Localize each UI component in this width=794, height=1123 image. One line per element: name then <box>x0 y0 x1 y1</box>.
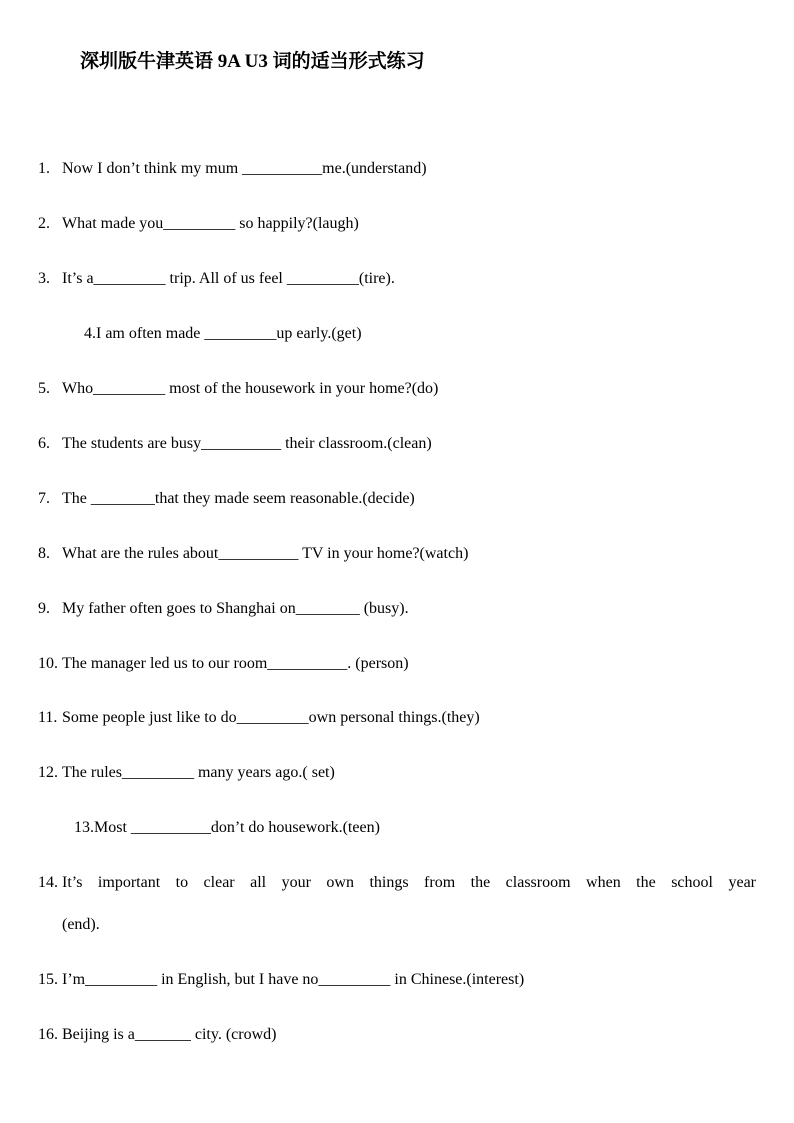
question-text: The manager led us to our room__________. (person) <box>62 655 409 672</box>
question-14-continuation <box>62 915 100 935</box>
question-text: It’s a_________ trip. All of us feel _________(tire). <box>62 270 395 287</box>
question-5 <box>38 379 438 399</box>
question-number: 1. <box>38 160 50 177</box>
question-text: I’m_________ in English, but I have no_________ in Chinese.(interest) <box>62 971 525 988</box>
question-number: 12. <box>38 764 58 781</box>
question-9 <box>38 599 409 619</box>
question-3 <box>38 269 395 289</box>
question-text: It’s important to clear all your own things from the classroom when the school year <box>62 874 756 891</box>
question-text: The students are busy__________ their classroom.(clean) <box>62 435 432 452</box>
question-text: The rules_________ many years ago.( set) <box>62 764 335 781</box>
question-13 <box>74 818 380 838</box>
question-number: 15. <box>38 971 58 988</box>
question-text: 4.I am often made _________up early.(get) <box>84 325 362 342</box>
question-text: My father often goes to Shanghai on________ (busy). <box>62 600 409 617</box>
question-text: What made you_________ so happily?(laugh) <box>62 215 359 232</box>
question-number: 7. <box>38 490 50 507</box>
question-1 <box>38 159 427 179</box>
question-15 <box>38 970 524 990</box>
question-2 <box>38 214 359 234</box>
question-number: 11. <box>38 709 58 726</box>
question-number: 14. <box>38 874 58 891</box>
question-text: Beijing is a_______ city. (crowd) <box>62 1026 277 1043</box>
question-number: 5. <box>38 380 50 397</box>
question-14 <box>38 873 756 893</box>
question-text: Who_________ most of the housework in your home?(do) <box>62 380 439 397</box>
question-number: 8. <box>38 545 50 562</box>
question-number: 3. <box>38 270 50 287</box>
question-12 <box>38 763 335 783</box>
question-10 <box>38 654 409 674</box>
question-text: Some people just like to do_________own personal things.(they) <box>62 709 480 726</box>
question-8 <box>38 544 468 564</box>
question-text: 13.Most __________don’t do housework.(teen) <box>74 819 380 836</box>
question-6 <box>38 434 432 454</box>
question-7 <box>38 489 415 509</box>
question-4 <box>84 324 362 344</box>
question-text: Now I don’t think my mum __________me.(understand) <box>62 160 427 177</box>
question-number: 2. <box>38 215 50 232</box>
question-number: 16. <box>38 1026 58 1043</box>
question-number: 6. <box>38 435 50 452</box>
question-text: What are the rules about__________ TV in your home?(watch) <box>62 545 469 562</box>
page-title: 深圳版牛津英语 9A U3 词的适当形式练习 <box>80 51 425 72</box>
question-16 <box>38 1025 276 1045</box>
question-text-continuation: (end). <box>62 916 100 933</box>
question-11 <box>38 708 480 728</box>
question-text: The ________that they made seem reasonable.(decide) <box>62 490 415 507</box>
question-number: 9. <box>38 600 50 617</box>
question-number: 10. <box>38 655 58 672</box>
